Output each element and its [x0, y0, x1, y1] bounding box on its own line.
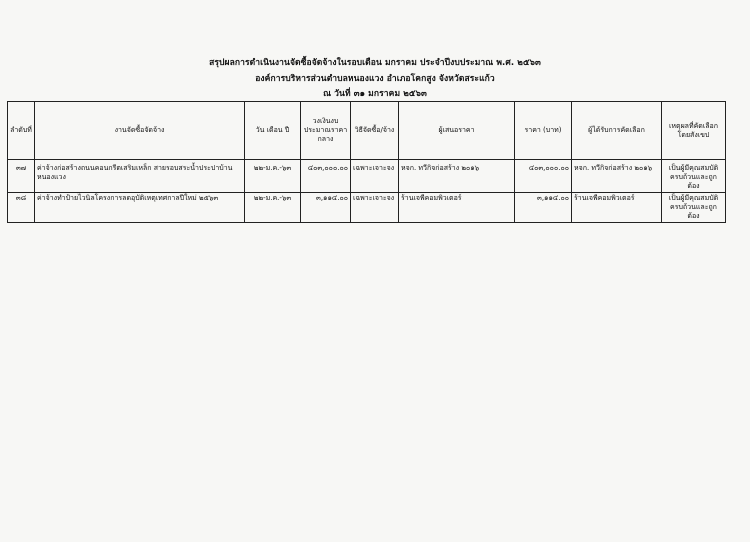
cell-winner: หจก. ทวีกิจก่อสร้าง ๒๐๑๖ — [572, 160, 662, 193]
table-row — [8, 160, 726, 193]
cell-reason: เป็นผู้มีคุณสมบัติครบถ้วนและถูกต้อง — [662, 160, 726, 193]
col-header-no: ลำดับที่ — [8, 102, 35, 160]
cell-no: ๓๘ — [8, 193, 35, 223]
col-header-reason: เหตุผลที่คัดเลือกโดยสังเขป — [662, 102, 726, 160]
table-header-row — [8, 102, 726, 160]
col-header-date: วัน เดือน ปี — [245, 102, 301, 160]
col-header-item: งานจัดซื้อจัดจ้าง — [35, 102, 245, 160]
cell-price: ๓,๑๑๔.๐๐ — [515, 193, 572, 223]
cell-winner: ร้านเจพีคอมพิวเตอร์ — [572, 193, 662, 223]
cell-method: เฉพาะเจาะจง — [351, 193, 399, 223]
procurement-table — [7, 101, 726, 223]
cell-item: ค่าจ้างทำป้ายไวนิลโครงการลดอุบัติเหตุเทศกาลปีใหม่ ๒๕๖๓ — [35, 193, 245, 223]
cell-budget: ๔๐๓,๐๐๐.๐๐ — [301, 160, 351, 193]
table-row — [8, 193, 726, 223]
col-header-winner: ผู้ได้รับการคัดเลือก — [572, 102, 662, 160]
cell-method: เฉพาะเจาะจง — [351, 160, 399, 193]
cell-date: ๒๒-ม.ค.-๖๓ — [245, 193, 301, 223]
cell-reason: เป็นผู้มีคุณสมบัติครบถ้วนและถูกต้อง — [662, 193, 726, 223]
report-date: ณ วันที่ ๓๑ มกราคม ๒๕๖๓ — [323, 89, 427, 99]
cell-date: ๒๒-ม.ค.-๖๓ — [245, 160, 301, 193]
col-header-budget: วงเงินงบประมาณราคากลาง — [301, 102, 351, 160]
col-header-price: ราคา (บาท) — [515, 102, 572, 160]
cell-item: ค่าจ้างก่อสร้างถนนคอนกรีตเสริมเหล็ก สายรอบสระน้ำประปาบ้านหนองแวง — [35, 160, 245, 193]
report-title: สรุปผลการดำเนินงานจัดซื้อจัดจ้างในรอบเดือน มกราคม ประจำปีงบประมาณ พ.ศ. ๒๕๖๓ — [209, 58, 541, 68]
cell-bidder: ร้านเจพีคอมพิวเตอร์ — [399, 193, 515, 223]
organization-name: องค์การบริหารส่วนตำบลหนองแวง อำเภอโคกสูง จังหวัดสระแก้ว — [255, 74, 495, 84]
cell-bidder: หจก. ทวีกิจก่อสร้าง ๒๐๑๖ — [399, 160, 515, 193]
cell-budget: ๓,๑๑๔.๐๐ — [301, 193, 351, 223]
col-header-method: วิธีจัดซื้อ/จ้าง — [351, 102, 399, 160]
cell-no: ๓๗ — [8, 160, 35, 193]
cell-price: ๔๐๓,๐๐๐.๐๐ — [515, 160, 572, 193]
col-header-bidder: ผู้เสนอราคา — [399, 102, 515, 160]
